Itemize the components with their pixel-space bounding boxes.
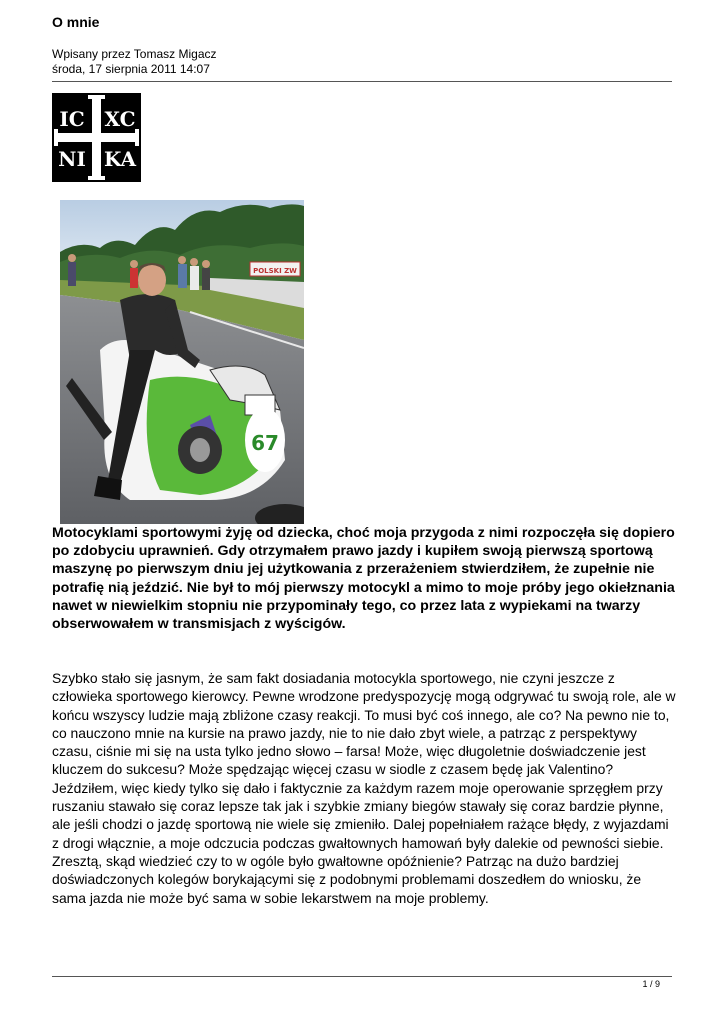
page-title: O mnie <box>52 14 100 30</box>
logo-glyph-ka: KA <box>103 147 137 171</box>
race-number: 67 <box>251 431 279 455</box>
page-number: 1 / 9 <box>642 979 660 989</box>
article-paragraph: Szybko stało się jasnym, że sam fakt dosiadania motocykla sportowego, nie czyni jeszcze z człowieka sportowego kierowcy. Pewne wrodzone predyspozycję mogą odgrywać tu swoją role, ale w końcu wszyscy ludzie mają zbliżone czasy reakcji. To musi być coś innego, ale co? Na pewno nie to, co nauczono mnie na kursie na prawo jazdy, nie to nie dało zbyt wiele, a patrząc z perspektywy czasu, ciśnie mi się na usta tylko jedno słowo – farsa! Może, więc długoletnie doświadczenie jest kluczem do sukcesu? Może spędzając więcej czasu w siodle z czasem będę jak Valentino? Jeździłem, więc kiedy tylko się dało i faktycznie za każdym razem moje operowanie sprzęgłem przy ruszaniu stawało się coraz lepsze tak jak i szybkie zmiany biegów stawały się coraz bardzie płynne, ale jeśli chodzi o jazdę sportową nie wiele się zmieniło. Dalej popełniałem rażące błędy, z wyjazdami z drogi włącznie, a moje odczucia podczas gwałtownych hamowań były dalekie od pewności siebie. Zresztą, skąd wiedzieć czy to w ogóle było gwałtowne opóźnienie? Patrząc na dużo bardziej doświadczonych kolegów borykającymi się z podobnymi problemami doszedłem do wniosku, że sama jazda nie może być sama w sobie lekarstwem na moje problemy. <box>52 670 676 906</box>
article-meta <box>52 47 217 77</box>
logo-glyph-ni: NI <box>58 147 86 171</box>
header-divider <box>52 81 672 82</box>
ic-xc-ni-ka-cross-icon <box>52 93 141 182</box>
date-line: środa, 17 sierpnia 2011 14:07 <box>52 62 210 76</box>
logo-glyph-ic: IC <box>59 107 85 131</box>
logo-glyph-xc: XC <box>104 107 136 131</box>
footer-divider <box>52 976 672 977</box>
trackside-sign-text: POLSKI ZW <box>253 267 297 275</box>
author-line: Wpisany przez Tomasz Migacz <box>52 47 217 61</box>
article-lead: Motocyklami sportowymi żyję od dziecka, choć moja przygoda z nimi rozpoczęła się dopiero po zdobyciu uprawnień. Gdy otrzymałem prawo jazdy i kupiłem swoją pierwszą sportową maszynę po pierwszym dniu jej użytkowania z przerażeniem stwierdziłem, że zupełnie nie potrafię nią jeździć. Nie był to mój pierwszy motocykl a mimo to moje próby jego okiełznania nawet w niewielkim stopniu nie przypominały tego, co przez lata z wypiekami na twarzy obserwowałem w transmisjach z wyścigów. <box>52 525 675 633</box>
motorcycle-rider-photo <box>60 200 304 524</box>
